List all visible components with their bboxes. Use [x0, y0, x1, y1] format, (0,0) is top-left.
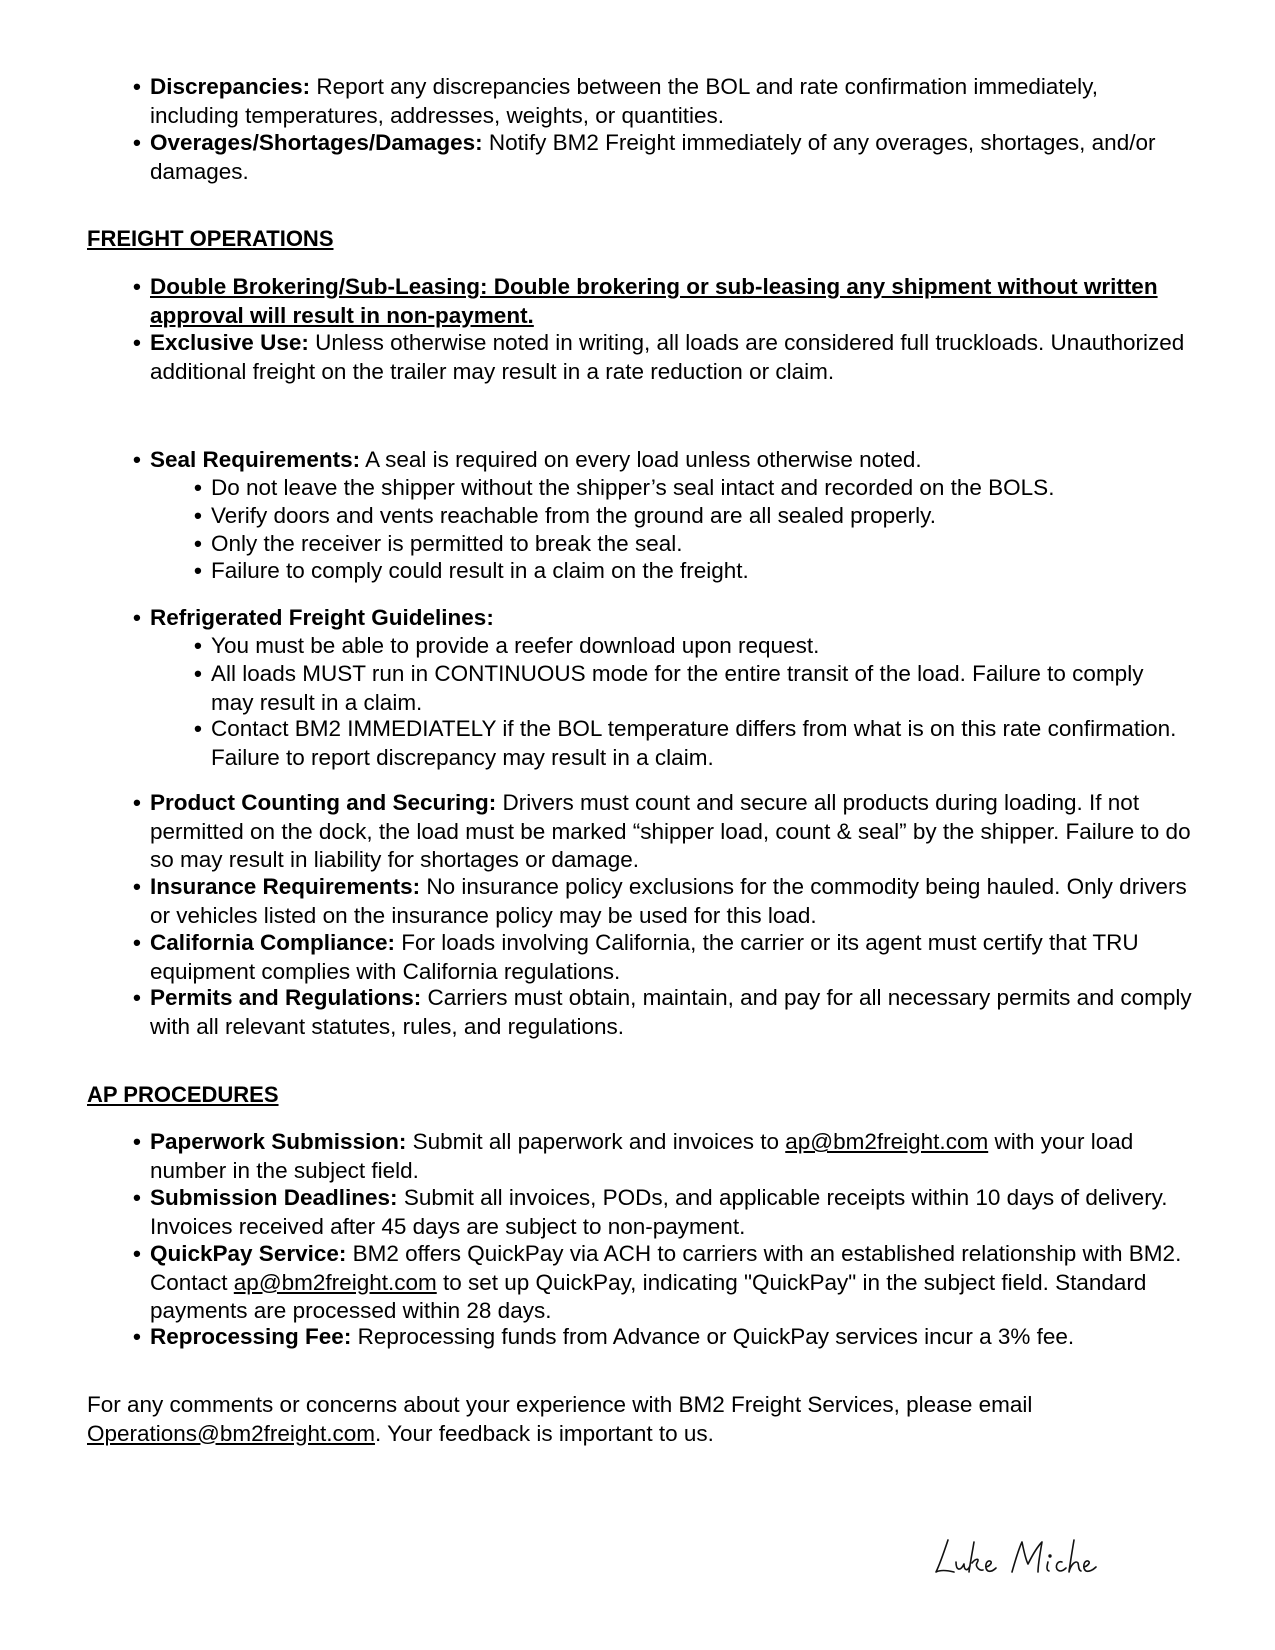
bullet: •	[194, 716, 202, 741]
seal-subitem-text: Do not leave the shipper without the shipper’s seal intact and recorded on the BOLS.	[211, 475, 1055, 500]
california-label: California Compliance:	[150, 930, 396, 955]
reefer-subitem	[194, 715, 1184, 772]
reefer-label: Refrigerated Freight Guidelines:	[150, 605, 494, 630]
bullet: •	[133, 130, 141, 155]
bullet: •	[133, 874, 141, 899]
seal-subitem-text: Verify doors and vents reachable from the ground are all sealed properly.	[211, 503, 936, 528]
insurance-item	[133, 873, 1193, 930]
exclusive-use-text: Unless otherwise noted in writing, all loads are considered full truckloads. Unauthorized additional freight on the trailer may result in a rate reduction or claim.	[150, 330, 1185, 384]
deadlines-label: Submission Deadlines:	[150, 1185, 398, 1210]
exclusive-use-label: Exclusive Use:	[150, 330, 309, 355]
reefer-subitem	[194, 660, 1184, 717]
seal-subitem	[194, 530, 1184, 559]
bullet: •	[133, 447, 141, 472]
osd-text: Notify BM2 Freight immediately of any overages, shortages, and/or damages.	[150, 130, 1156, 184]
seal-subitem	[194, 557, 1184, 586]
discrepancies-item	[133, 73, 1193, 130]
reprocessing-label: Reprocessing Fee:	[150, 1324, 352, 1349]
insurance-text: No insurance policy exclusions for the commodity being hauled. Only drivers or vehicles listed on the insurance policy may be used for this load.	[150, 874, 1187, 928]
reefer-subitem	[194, 632, 1184, 661]
seal-label: Seal Requirements:	[150, 447, 361, 472]
osd-label: Overages/Shortages/Damages:	[150, 130, 483, 155]
bullet: •	[194, 475, 202, 500]
ap-procedures-heading: AP PROCEDURES	[87, 1082, 279, 1107]
bullet: •	[194, 503, 202, 528]
closing-text: For any comments or concerns about your experience with BM2 Freight Services, please email	[87, 1392, 1033, 1417]
double-brokering-item	[133, 273, 1193, 330]
seal-subitem-text: Failure to comply could result in a claim on the freight.	[211, 558, 749, 583]
deadlines-text: Submit all invoices, PODs, and applicable receipts within 10 days of delivery. Invoices received after 45 days are subject to non-payment.	[150, 1185, 1168, 1239]
bullet: •	[133, 930, 141, 955]
insurance-label: Insurance Requirements:	[150, 874, 421, 899]
closing-text-after: . Your feedback is important to us.	[374, 1420, 714, 1446]
operations-email-link[interactable]: Operations@bm2freight.com	[87, 1420, 375, 1446]
permits-item	[133, 984, 1193, 1041]
signature-image	[930, 1530, 1130, 1580]
bullet: •	[194, 661, 202, 686]
quickpay-item	[133, 1240, 1193, 1326]
reefer-subitem-text: Contact BM2 IMMEDIATELY if the BOL temperature differs from what is on this rate confirmation. Failure to report discrepancy may result in a claim.	[211, 716, 1177, 770]
ap-email-link[interactable]: ap@bm2freight.com	[233, 1269, 437, 1295]
freight-operations-heading: FREIGHT OPERATIONS	[87, 226, 334, 251]
deadlines-item	[133, 1184, 1193, 1241]
reefer-subitem-text: You must be able to provide a reefer download upon request.	[211, 633, 820, 658]
bullet: •	[133, 605, 141, 630]
bullet: •	[133, 1241, 141, 1266]
bullet: •	[133, 1185, 141, 1210]
bullet: •	[133, 274, 141, 299]
quickpay-text-after: to set up QuickPay, indicating "QuickPay" in the subject field. Standard payments are processed within 28 days.	[150, 1269, 1147, 1323]
bullet: •	[133, 74, 141, 99]
california-text: For loads involving California, the carrier or its agent must certify that TRU equipment complies with California regulations.	[150, 930, 1139, 984]
bullet: •	[133, 330, 141, 355]
quickpay-text: BM2 offers QuickPay via ACH to carriers with an established relationship with BM2. Contact	[150, 1241, 1182, 1295]
reefer-subitem-text: All loads MUST run in CONTINUOUS mode for the entire transit of the load. Failure to comply may result in a claim.	[211, 661, 1144, 715]
bullet: •	[133, 985, 141, 1010]
closing-paragraph	[87, 1391, 1197, 1448]
bullet: •	[194, 558, 202, 583]
paperwork-label: Paperwork Submission:	[150, 1129, 407, 1154]
bullet: •	[194, 531, 202, 556]
seal-requirements-item	[133, 446, 1193, 475]
exclusive-use-item	[133, 329, 1193, 386]
seal-subitem	[194, 502, 1184, 531]
product-counting-label: Product Counting and Securing:	[150, 790, 497, 815]
discrepancies-text: Report any discrepancies between the BOL and rate confirmation immediately, including temperatures, addresses, weights, or quantities.	[150, 74, 1099, 128]
bullet: •	[133, 790, 141, 815]
permits-label: Permits and Regulations:	[150, 985, 422, 1010]
paperwork-text: Submit all paperwork and invoices to	[406, 1129, 786, 1154]
permits-text: Carriers must obtain, maintain, and pay for all necessary permits and comply with all relevant statutes, rules, and regulations.	[150, 985, 1192, 1039]
product-counting-item	[133, 789, 1193, 875]
reprocessing-text: Reprocessing funds from Advance or QuickPay services incur a 3% fee.	[351, 1324, 1075, 1349]
seal-text: A seal is required on every load unless otherwise noted.	[360, 447, 922, 472]
bullet: •	[194, 633, 202, 658]
seal-subitem-text: Only the receiver is permitted to break the seal.	[211, 531, 683, 556]
bullet: •	[133, 1324, 141, 1349]
reefer-guidelines-item	[133, 604, 1193, 633]
discrepancies-label: Discrepancies:	[150, 74, 311, 99]
double-brokering-text: Double Brokering/Sub-Leasing: Double brokering or sub-leasing any shipment without written approval will result in non-payment.	[150, 274, 1158, 328]
california-item	[133, 929, 1193, 986]
ap-email-link[interactable]: ap@bm2freight.com	[785, 1129, 989, 1154]
quickpay-label: QuickPay Service:	[150, 1241, 347, 1266]
product-counting-text: Drivers must count and secure all products during loading. If not permitted on the dock, the load must be marked “shipper load, count & seal” by the shipper. Failure to do so may result in liability for shortages or damage.	[150, 790, 1191, 872]
seal-subitem	[194, 474, 1184, 503]
reprocessing-item	[133, 1323, 1193, 1352]
paperwork-text-after: with your load number in the subject field.	[150, 1129, 1134, 1183]
osd-item	[133, 129, 1193, 186]
bullet: •	[133, 1129, 141, 1154]
paperwork-item	[133, 1128, 1193, 1185]
